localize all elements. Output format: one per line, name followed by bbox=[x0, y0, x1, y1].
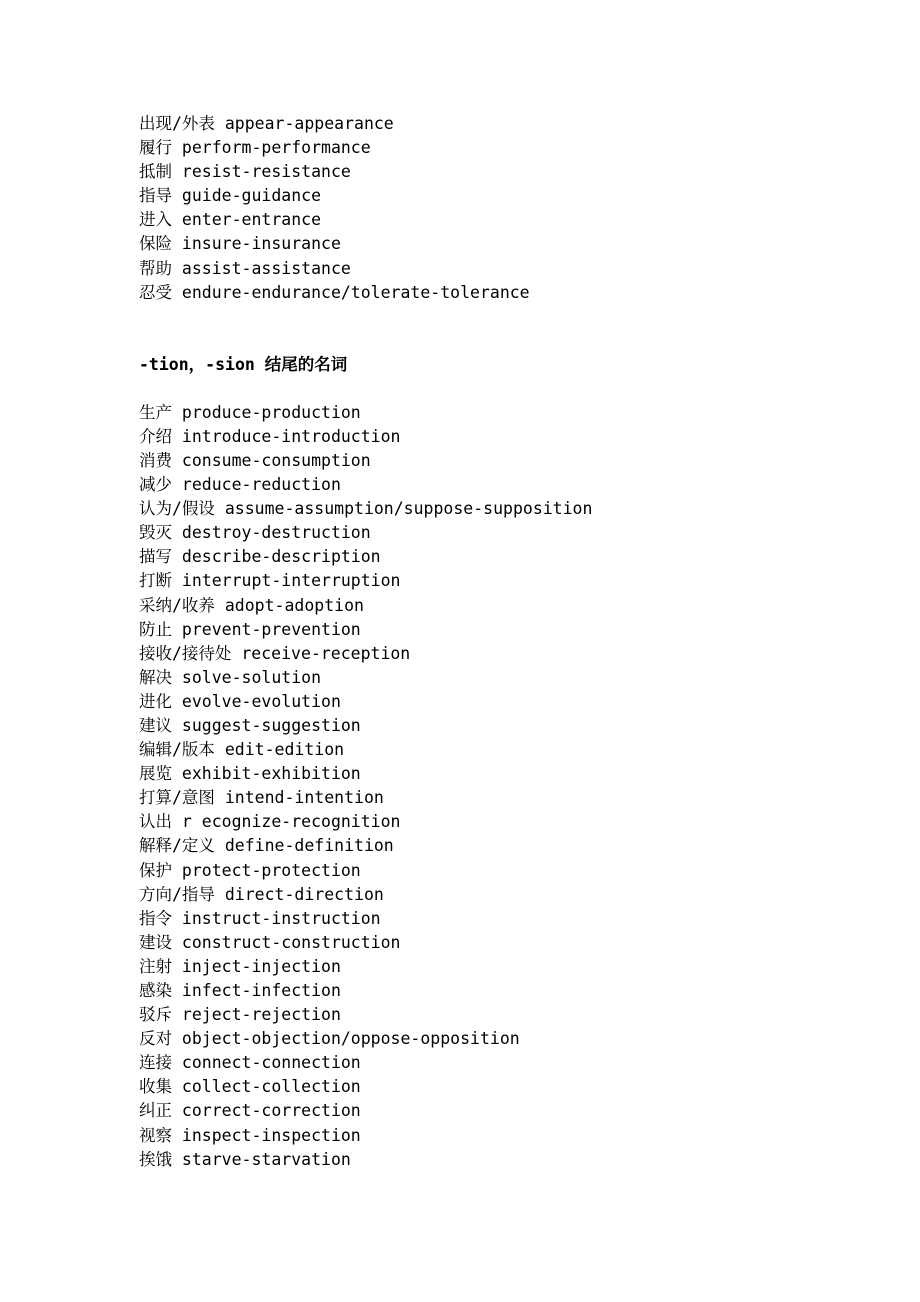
list-item: 建设 construct-construction bbox=[139, 932, 401, 952]
list-item: 描写 describe-description bbox=[139, 547, 381, 567]
list-item: 纠正 correct-correction bbox=[139, 1101, 361, 1121]
list-item: 保护 protect-protection bbox=[139, 860, 361, 880]
list-item: 挨饿 starve-starvation bbox=[139, 1149, 351, 1169]
list-item: 进化 evolve-evolution bbox=[139, 691, 341, 711]
list-item: 连接 connect-connection bbox=[139, 1053, 361, 1073]
spacer bbox=[139, 305, 899, 353]
list-item: 编辑/版本 edit-edition bbox=[139, 740, 345, 760]
list-item: 保险 insure-insurance bbox=[139, 234, 341, 254]
list-item: 反对 object-objection/oppose-opposition bbox=[139, 1029, 520, 1049]
list-item: 驳斥 reject-rejection bbox=[139, 1005, 341, 1025]
list-item: 抵制 resist-resistance bbox=[139, 162, 351, 182]
list-item: 帮助 assist-assistance bbox=[139, 258, 351, 278]
list-item: 介绍 introduce-introduction bbox=[139, 426, 401, 446]
word-list-tion bbox=[139, 401, 899, 1172]
list-item: 解决 solve-solution bbox=[139, 667, 322, 687]
list-item: 解释/定义 define-definition bbox=[139, 836, 394, 856]
list-item: 忍受 endure-endurance/tolerate-tolerance bbox=[139, 282, 530, 302]
list-item: 接收/接待处 receive-reception bbox=[139, 643, 411, 663]
document-page bbox=[139, 112, 899, 1172]
list-item: 出现/外表 appear-appearance bbox=[139, 114, 394, 133]
list-item: 生产 produce-production bbox=[139, 402, 361, 422]
list-item: 建议 suggest-suggestion bbox=[139, 715, 361, 735]
list-item: 防止 prevent-prevention bbox=[139, 619, 361, 639]
list-item: 收集 collect-collection bbox=[139, 1077, 361, 1097]
list-item: 展览 exhibit-exhibition bbox=[139, 764, 361, 784]
list-item: 认出 r ecognize-recognition bbox=[139, 812, 401, 832]
list-item: 毁灭 destroy-destruction bbox=[139, 523, 371, 543]
list-item: 进入 enter-entrance bbox=[139, 210, 322, 230]
list-item: 感染 infect-infection bbox=[139, 981, 341, 1000]
list-item: 认为/假设 assume-assumption/suppose-supposition bbox=[139, 499, 593, 519]
list-item: 指令 instruct-instruction bbox=[139, 908, 381, 928]
list-item: 打断 interrupt-interruption bbox=[139, 571, 401, 591]
list-item: 打算/意图 intend-intention bbox=[139, 788, 384, 808]
list-item: 方向/指导 direct-direction bbox=[139, 884, 384, 904]
list-item: 视察 inspect-inspection bbox=[139, 1125, 361, 1145]
spacer bbox=[139, 377, 899, 401]
section-heading: -tion，-sion 结尾的名词 bbox=[139, 354, 348, 374]
list-item: 履行 perform-performance bbox=[139, 138, 371, 158]
list-item: 注射 inject-injection bbox=[139, 956, 341, 976]
list-item: 采纳/收养 adopt-adoption bbox=[139, 595, 364, 615]
list-item: 指导 guide-guidance bbox=[139, 186, 322, 206]
list-item: 消费 consume-consumption bbox=[139, 450, 371, 470]
word-list-ance bbox=[139, 112, 899, 305]
list-item: 减少 reduce-reduction bbox=[139, 475, 341, 495]
